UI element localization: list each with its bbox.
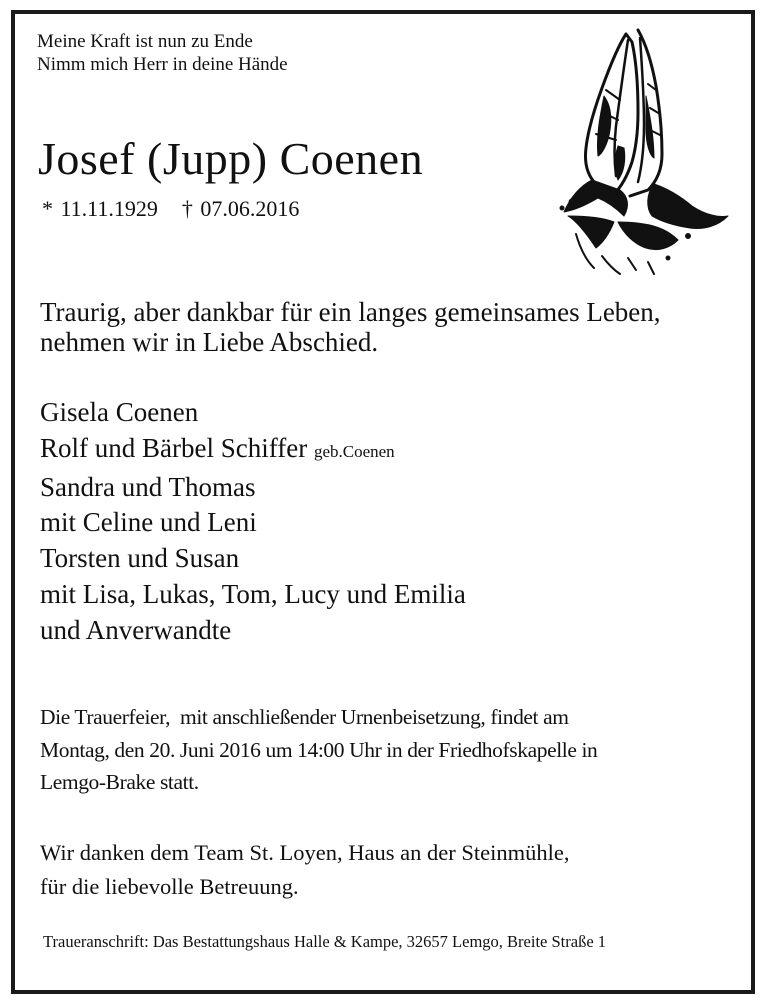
motto-line-1: Meine Kraft ist nun zu Ende [37,31,253,52]
maiden-name-note: geb.Coenen [313,441,395,461]
death-date: † 07.06.2016 [181,196,300,221]
mourner-line [40,470,466,506]
mourner-name: mit Celine und Leni [40,507,257,538]
mourner-name: Torsten und Susan [40,543,240,574]
thanks-line-2: für die liebevolle Betreuung. [40,874,299,899]
mourner-name: Rolf und Bärbel Schiffer [40,432,308,463]
birth-date: * 11.11.1929 [42,196,158,221]
mourner-line [40,613,466,649]
mourning-address: Traueranschrift: Das Bestattungshaus Halle & Kampe, 32657 Lemgo, Breite Straße 1 [43,932,607,951]
deceased-name: Josef (Jupp) Coenen [38,133,424,184]
funeral-service-info [40,701,597,799]
intro-line-1: Traurig, aber dankbar für ein langes gemeinsames Leben, [40,297,661,327]
mourner-line [40,577,466,613]
intro-line-2: nehmen wir in Liebe Abschied. [40,327,379,357]
praying-hands-icon [558,26,730,278]
mourner-name: Sandra und Thomas [40,471,256,502]
service-line-2: Montag, den 20. Juni 2016 um 14:00 Uhr in der Friedhofskapelle in [40,737,598,762]
mourner-name: Gisela Coenen [40,397,199,427]
motto [37,30,288,76]
thanks-text [40,836,569,904]
service-line-3: Lemgo-Brake statt. [40,770,199,794]
life-dates [42,196,299,222]
mourner-line [40,431,466,470]
thanks-line-1: Wir danken dem Team St. Loyen, Haus an der Steinmühle, [40,840,570,865]
mourner-line [40,395,466,431]
mourners-list [40,395,466,649]
mourner-line [40,541,466,577]
intro-text [40,297,661,357]
service-line-1: Die Trauerfeier, mit anschließender Urnenbeisetzung, findet am [40,705,569,729]
mourner-name: und Anverwandte [40,614,232,645]
motto-line-2: Nimm mich Herr in deine Hände [37,54,288,75]
mourner-name: mit Lisa, Lukas, Tom, Lucy und Emilia [40,578,466,609]
mourner-line [40,505,466,541]
